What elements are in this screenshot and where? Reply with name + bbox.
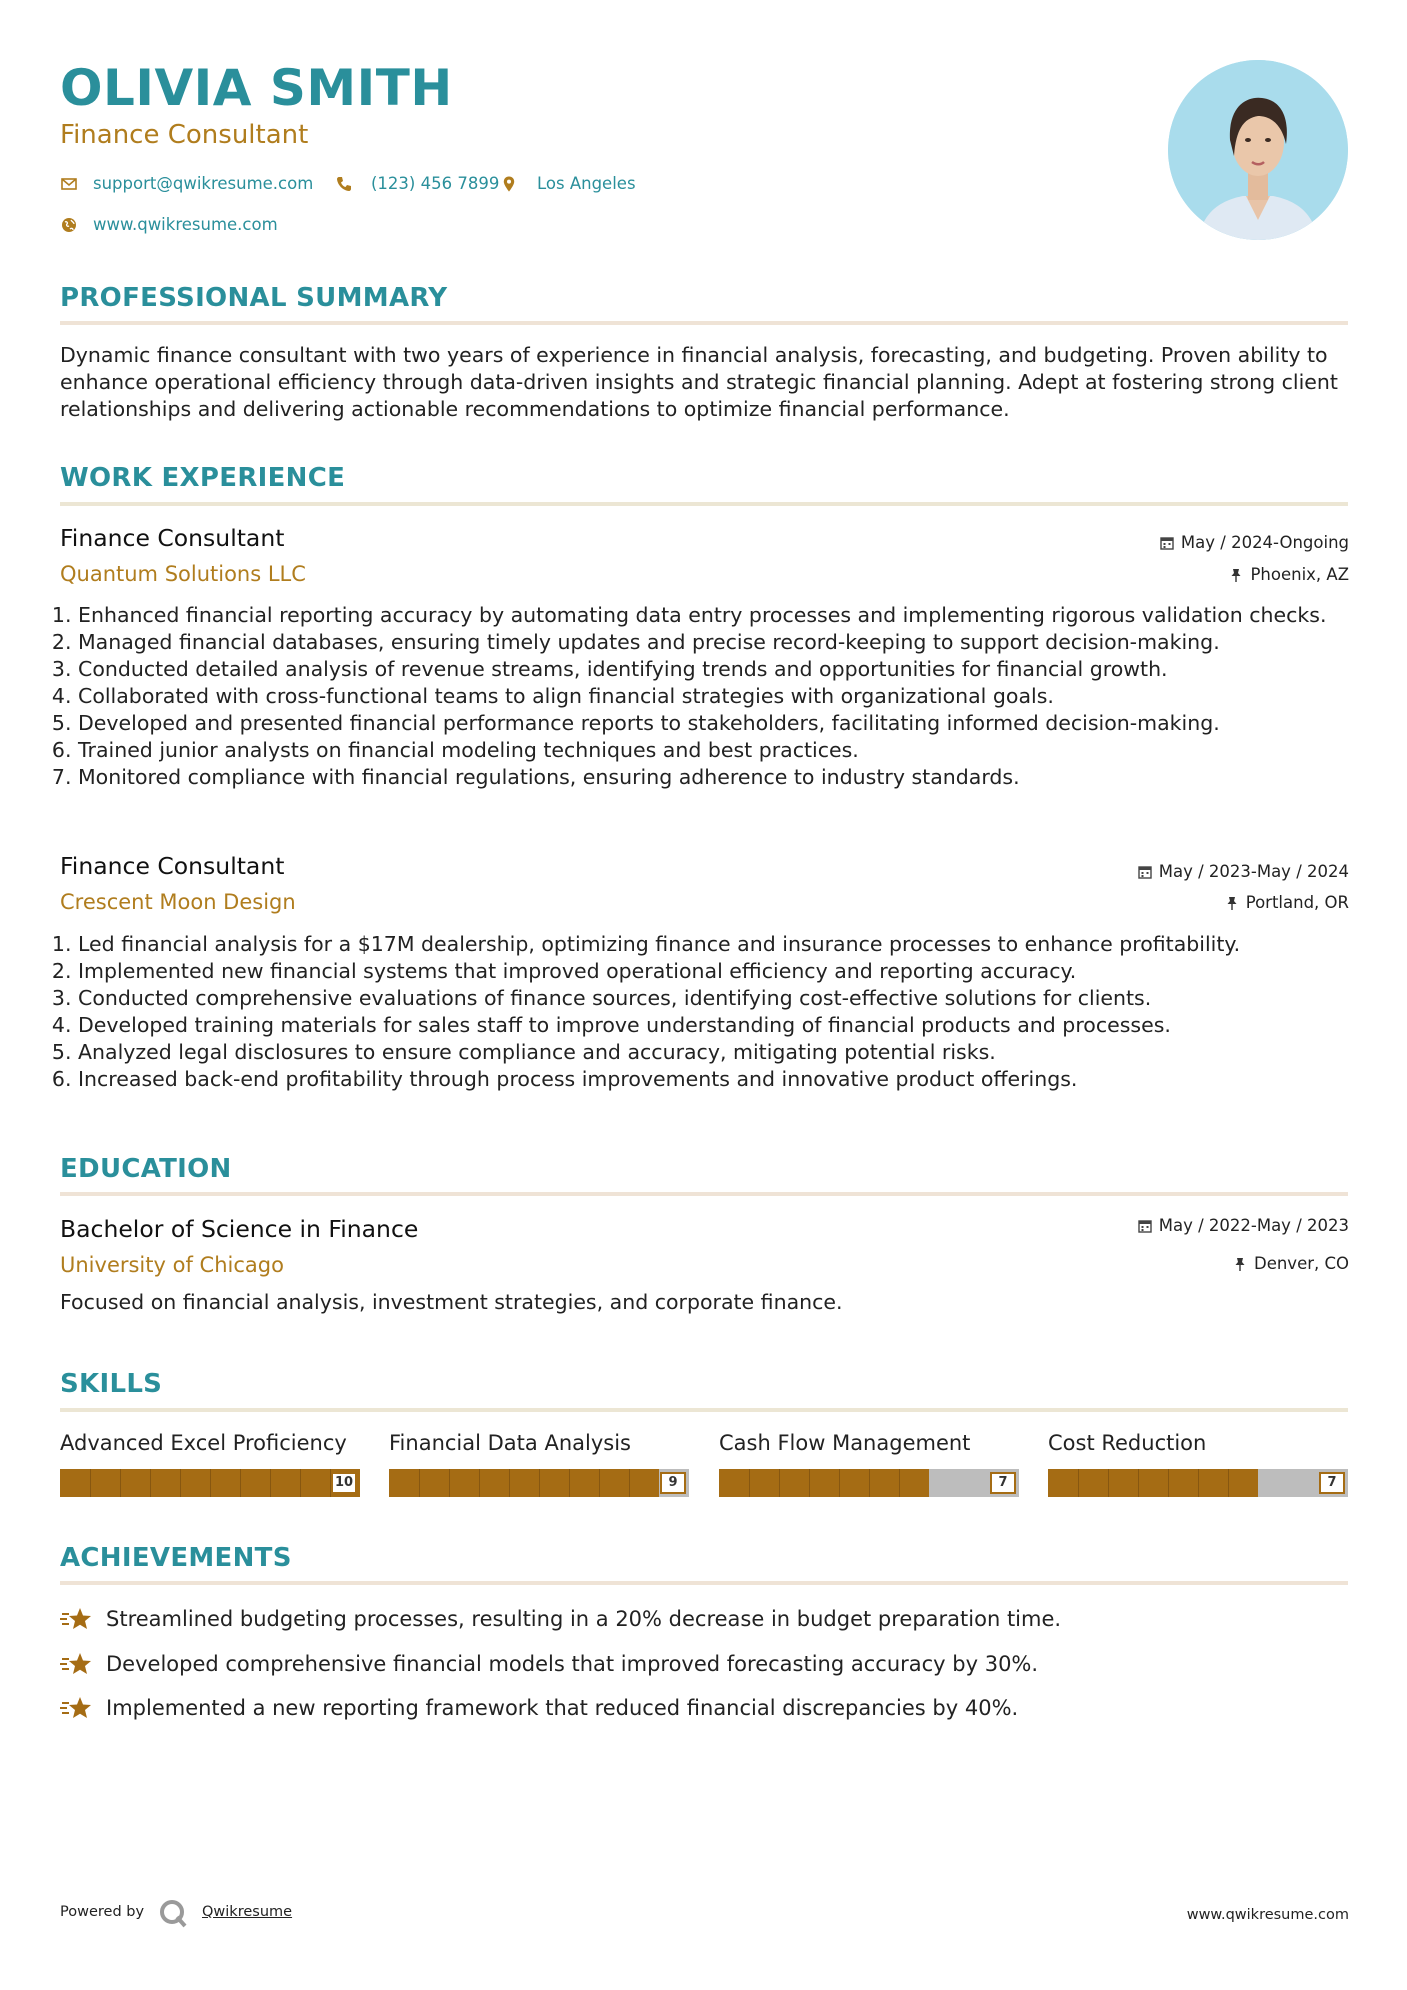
list-item: 4. Developed training materials for sales staff to improve understanding of financial products and processes. xyxy=(78,1012,1340,1039)
skill-bar-segment xyxy=(150,1469,151,1497)
qwikresume-logo-icon xyxy=(158,1898,188,1928)
skill-bar-segment xyxy=(779,1469,780,1497)
section-divider xyxy=(60,502,1348,506)
skill-bar-segment xyxy=(419,1469,420,1497)
skill-label: Cost Reduction xyxy=(1048,1431,1207,1455)
education-description: Focused on financial analysis, investment strategies, and corporate finance. xyxy=(60,1290,843,1314)
skill-bar-segment xyxy=(509,1469,510,1497)
list-item: 6. Increased back-end profitability through process improvements and innovative product offerings. xyxy=(78,1066,1340,1093)
achievement-item xyxy=(60,1602,1061,1636)
job-date xyxy=(1137,861,1349,883)
job-company: Crescent Moon Design xyxy=(60,890,296,914)
job-date-text: May / 2024-Ongoing xyxy=(1180,533,1349,552)
list-item: 5. Developed and presented financial performance reports to stakeholders, facilitating informed decision-making. xyxy=(78,710,1340,737)
achievement-item xyxy=(60,1647,1038,1681)
calendar-icon xyxy=(1137,864,1153,880)
section-title-achievements: ACHIEVEMENTS xyxy=(60,1543,292,1573)
list-item: 3. Conducted detailed analysis of revenue streams, identifying trends and opportunities for financial growth. xyxy=(78,656,1340,683)
skill-bar-segment xyxy=(869,1469,870,1497)
achievement-text: Developed comprehensive financial models that improved forecasting accuracy by 30%. xyxy=(106,1652,1039,1676)
school-name: University of Chicago xyxy=(60,1253,284,1277)
section-title-skills: SKILLS xyxy=(60,1369,163,1399)
pushpin-icon xyxy=(1224,895,1240,911)
section-divider xyxy=(60,1192,1348,1196)
skill-bar xyxy=(389,1469,689,1497)
map-pin-icon xyxy=(500,175,518,193)
skill-bar xyxy=(60,1469,360,1497)
job-location xyxy=(1224,892,1349,914)
skill-bar-segment xyxy=(839,1469,840,1497)
candidate-title: Finance Consultant xyxy=(60,120,309,150)
calendar-icon xyxy=(1159,535,1175,551)
pushpin-icon xyxy=(1232,1256,1248,1272)
skill-label: Financial Data Analysis xyxy=(389,1431,631,1455)
skill-bar-segment xyxy=(90,1469,91,1497)
list-item: 1. Enhanced financial reporting accuracy by automating data entry processes and implementing rigorous validation checks. xyxy=(78,602,1340,629)
skill-bar-segment xyxy=(749,1469,750,1497)
email-link[interactable]: support@qwikresume.com xyxy=(93,174,314,193)
phone-number[interactable]: (123) 456 7899 xyxy=(371,174,500,193)
list-item: 1. Led financial analysis for a $17M dealership, optimizing finance and insurance processes to enhance profitability. xyxy=(78,931,1340,958)
job-bullets xyxy=(60,602,1340,791)
skill-bar-segment xyxy=(569,1469,570,1497)
job-title: Finance Consultant xyxy=(60,524,285,552)
list-item: 2. Managed financial databases, ensuring timely updates and precise record-keeping to support decision-making. xyxy=(78,629,1340,656)
skill-bar-segment xyxy=(809,1469,810,1497)
star-icon xyxy=(60,1606,92,1632)
skill-level-badge: 10 xyxy=(331,1472,357,1494)
list-item: 5. Analyzed legal disclosures to ensure compliance and accuracy, mitigating potential risks. xyxy=(78,1039,1340,1066)
skill-bar-segment xyxy=(479,1469,480,1497)
skill-bar-segment xyxy=(180,1469,181,1497)
skill-bar-segment xyxy=(270,1469,271,1497)
job-location-text: Portland, OR xyxy=(1245,893,1349,912)
profile-photo xyxy=(1168,60,1348,240)
skill-bar-segment xyxy=(1168,1469,1169,1497)
skill-bar-segment xyxy=(1108,1469,1109,1497)
skill-bar-segment xyxy=(240,1469,241,1497)
list-item: 4. Collaborated with cross-functional teams to align financial strategies with organizational goals. xyxy=(78,683,1340,710)
job-date-text: May / 2023-May / 2024 xyxy=(1158,862,1349,881)
education-location-text: Denver, CO xyxy=(1253,1254,1349,1273)
footer-powered-by: Powered by xyxy=(60,1904,145,1920)
envelope-icon xyxy=(60,175,78,193)
skill-bar-segment xyxy=(599,1469,600,1497)
skill-bar-segment xyxy=(449,1469,450,1497)
website-link[interactable]: www.qwikresume.com xyxy=(93,215,278,234)
phone-icon xyxy=(335,175,353,193)
achievement-item xyxy=(60,1691,1018,1725)
candidate-name: OLIVIA SMITH xyxy=(60,59,453,117)
list-item: 3. Conducted comprehensive evaluations of finance sources, identifying cost-effective solutions for clients. xyxy=(78,985,1340,1012)
skill-bar-segment xyxy=(1078,1469,1079,1497)
skill-level-badge: 9 xyxy=(660,1472,686,1494)
skill-bar xyxy=(719,1469,1019,1497)
summary-text: Dynamic finance consultant with two years of experience in financial analysis, forecasting, and budgeting. Proven ability to enhance operational efficiency through data-driven insights and strategic financial planning. Adept at fostering strong client relationships and delivering actionable recommendations to optimize financial performance. xyxy=(60,343,1338,421)
achievement-text: Streamlined budgeting processes, resulting in a 20% decrease in budget preparation time. xyxy=(106,1607,1062,1631)
job-title: Finance Consultant xyxy=(60,852,285,880)
globe-icon xyxy=(60,216,78,234)
calendar-icon xyxy=(1137,1218,1153,1234)
skill-bar-segment xyxy=(899,1469,900,1497)
job-location xyxy=(1228,564,1349,586)
skill-bar-fill xyxy=(389,1469,659,1497)
star-icon xyxy=(60,1695,92,1721)
footer-brand-link[interactable]: Qwikresume xyxy=(202,1904,293,1920)
achievement-text: Implemented a new reporting framework that reduced financial discrepancies by 40%. xyxy=(106,1696,1019,1720)
section-title-summary: PROFESSIONAL SUMMARY xyxy=(60,283,448,313)
skill-bar xyxy=(1048,1469,1348,1497)
list-item: 6. Trained junior analysts on financial modeling techniques and best practices. xyxy=(78,737,1340,764)
skill-bar-segment xyxy=(1198,1469,1199,1497)
skill-bar-segment xyxy=(539,1469,540,1497)
section-title-education: EDUCATION xyxy=(60,1154,232,1184)
section-divider xyxy=(60,1581,1348,1585)
job-company: Quantum Solutions LLC xyxy=(60,562,306,586)
skill-label: Cash Flow Management xyxy=(719,1431,971,1455)
job-location-text: Phoenix, AZ xyxy=(1250,565,1349,584)
education-date xyxy=(1137,1215,1349,1237)
section-title-experience: WORK EXPERIENCE xyxy=(60,463,346,493)
skill-bar-segment xyxy=(300,1469,301,1497)
section-divider xyxy=(60,1408,1348,1412)
education-location xyxy=(1232,1253,1349,1275)
skill-bar-fill xyxy=(719,1469,929,1497)
education-date-text: May / 2022-May / 2023 xyxy=(1158,1216,1349,1235)
job-date xyxy=(1159,532,1349,554)
degree-title: Bachelor of Science in Finance xyxy=(60,1215,419,1243)
skill-bar-segment xyxy=(120,1469,121,1497)
skill-bar-segment xyxy=(1228,1469,1229,1497)
list-item: 7. Monitored compliance with financial regulations, ensuring adherence to industry standards. xyxy=(78,764,1340,791)
skill-bar-segment xyxy=(629,1469,630,1497)
skill-bar-segment xyxy=(210,1469,211,1497)
star-icon xyxy=(60,1651,92,1677)
footer-url[interactable]: www.qwikresume.com xyxy=(1186,1907,1349,1923)
job-bullets xyxy=(60,931,1340,1093)
skill-bar-fill xyxy=(1048,1469,1258,1497)
list-item: 2. Implemented new financial systems that improved operational efficiency and reporting accuracy. xyxy=(78,958,1340,985)
skill-level-badge: 7 xyxy=(990,1472,1016,1494)
skill-bar-segment xyxy=(1138,1469,1139,1497)
location-text: Los Angeles xyxy=(537,174,636,193)
skill-level-badge: 7 xyxy=(1319,1472,1345,1494)
skill-label: Advanced Excel Proficiency xyxy=(60,1431,347,1455)
section-divider xyxy=(60,321,1348,325)
pushpin-icon xyxy=(1228,567,1244,583)
